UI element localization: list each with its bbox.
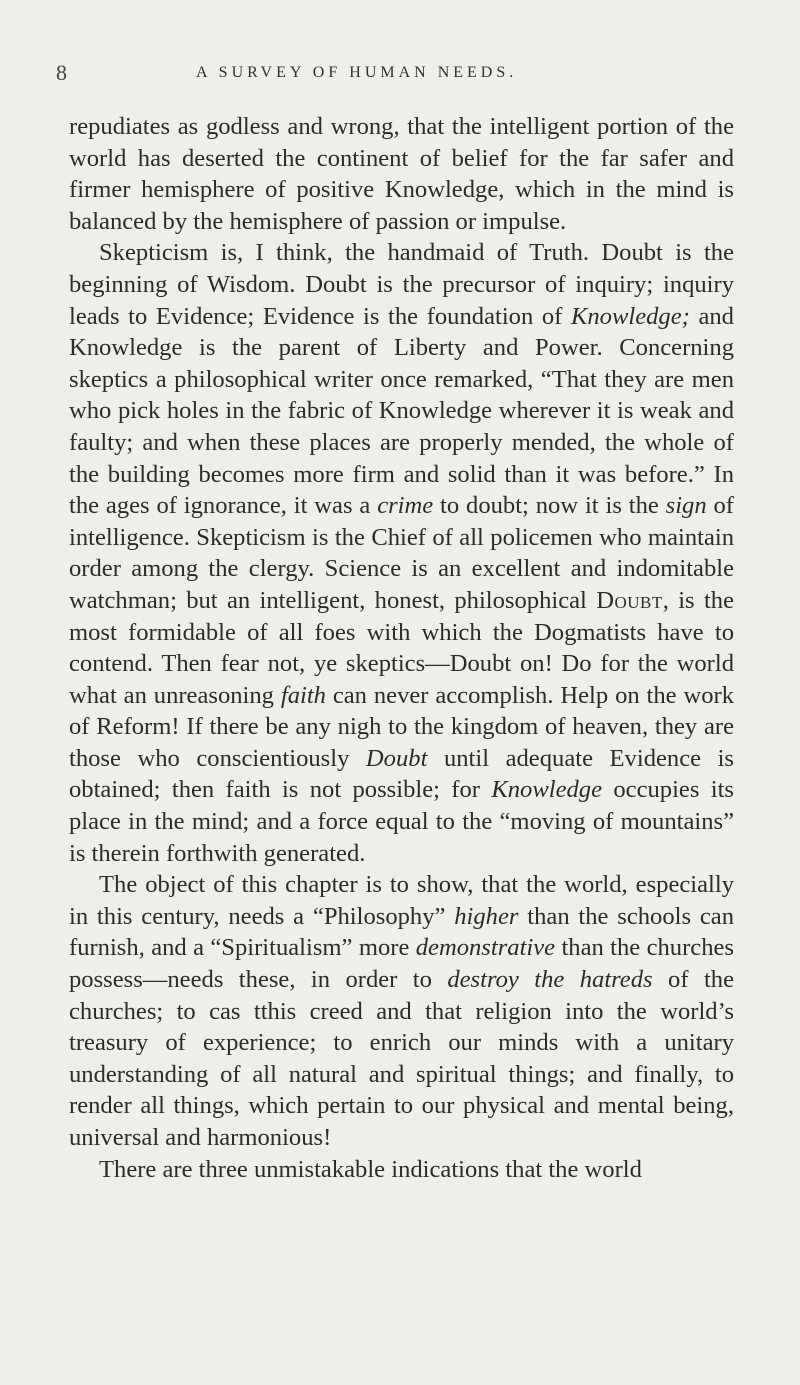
text-run: Skepticism is, I think, the handmaid of Truth. Doubt is the beginning of Wisdom. Doubt is the precursor of inquiry; inquiry leads to Evidence; Evidence is the foundation of [69, 239, 734, 330]
text-run: repudiates as godless and wrong, that the intelligent portion of the world has deserted the continent of belief for the far safer and firmer hemisphere of positive Knowledge, which in the mind is balanced by the hemisphere of passion or impulse. [69, 113, 734, 235]
italic-run: Knowledge; [570, 302, 690, 330]
italic-run: destroy the hatreds [447, 966, 653, 994]
italic-run: Doubt [365, 744, 428, 772]
text-run: of the churches; to cas tthis creed and that religion into the world’s treasury of experience; to enrich our minds with a unitary understanding of all natural and spiritual things; and finally, to render all things, which pertain to our physical and mental being, universal and harmonious! [69, 966, 734, 1151]
text-run: The object of this chapter is to show, that the world, especially in this century, needs a “Philosophy” [69, 871, 734, 930]
text-run: can never accomplish. Help on the work of Reform! If there be any nigh to the kingdom of heaven, they are those who conscientiously [69, 681, 735, 772]
text-run: , is the most formidable of all foes with which the Dogmatists have to contend. Then fear not, ye skeptics—Doubt on! Do for the world what an unreasoning [69, 586, 734, 709]
italic-run: higher [454, 902, 519, 930]
text-run: until adequate Evidence is obtained; then faith is not possible; for [69, 744, 734, 804]
paragraph [69, 237, 734, 869]
text-run: to doubt; now it is the [433, 492, 666, 520]
italic-run: crime [377, 492, 434, 520]
paragraph [69, 1154, 734, 1186]
italic-run: Knowledge [491, 776, 603, 804]
running-head: A SURVEY OF HUMAN NEEDS. [196, 64, 518, 81]
italic-run: faith [280, 681, 326, 709]
small-caps-run: Doubt [596, 586, 663, 614]
page-header [56, 60, 746, 94]
body-text [69, 111, 734, 1185]
text-run: There are three unmistakable indications that the world [99, 1155, 642, 1183]
text-run: and Knowledge is the parent of Liberty and Power. Concerning skeptics a philosophical writer once remarked, “That they are men who pick holes in the fabric of Knowledge wherever it is weak and faulty; and when these places are properly mended, the whole of the building becomes more firm and solid than it was before.” In the ages of ignorance, it was a [69, 302, 734, 520]
paragraph [69, 111, 734, 237]
text-run: than the churches possess—needs these, in order to [69, 934, 734, 994]
italic-run: demonstrative [415, 934, 556, 962]
paragraph [69, 869, 734, 1153]
text-run: occupies its place in the mind; and a force equal to the “moving of mountains” is therein forthwith generated. [69, 776, 734, 867]
text-run: than the schools can furnish, and a “Spiritualism” more [69, 902, 734, 962]
italic-run: sign [665, 492, 707, 520]
page-number: 8 [56, 60, 67, 85]
text-run: of intelligence. Skepticism is the Chief of all policemen who maintain order among the clergy. Science is an excellent and indomitable watchman; but an intelligent, honest, philosophical [69, 492, 735, 614]
